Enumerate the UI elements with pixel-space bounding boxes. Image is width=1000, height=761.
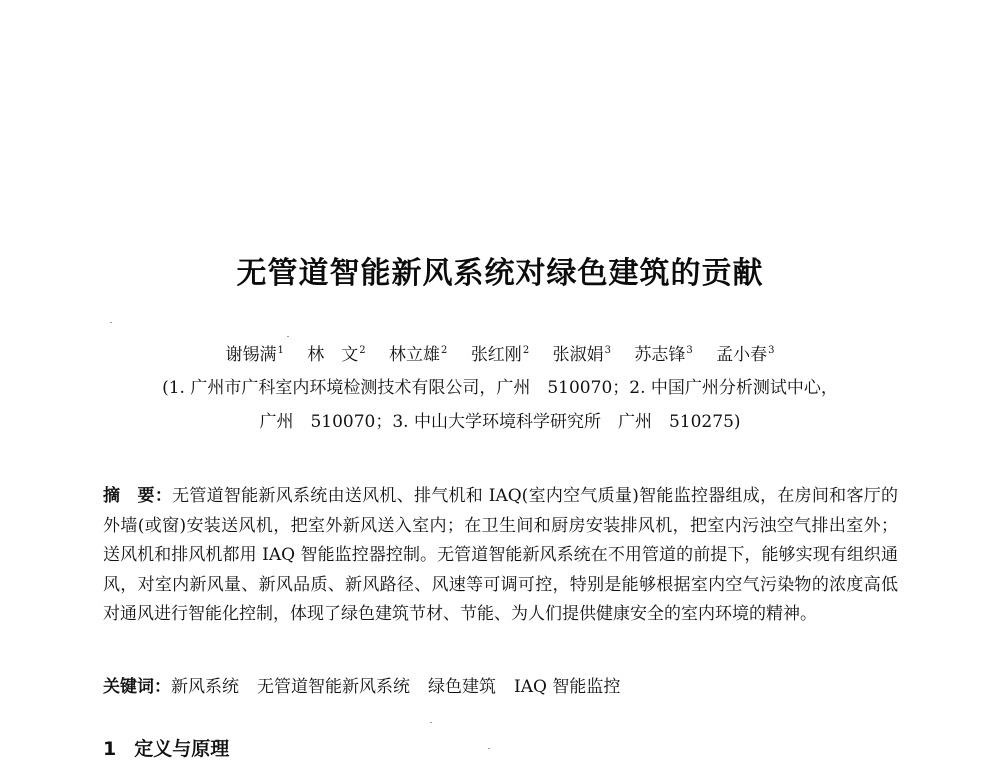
scan-speck [110, 322, 112, 323]
author: 苏志锋$^3$ [634, 345, 693, 365]
keyword: 无管道智能新风系统 [257, 677, 410, 697]
scan-speck [287, 336, 289, 337]
author: 张淑娟$^3$ [552, 345, 611, 365]
author: 林立雄$^2$ [389, 345, 448, 365]
keyword: IAQ 智能监控 [514, 677, 621, 697]
scan-speck [430, 722, 432, 723]
keywords-label: 关键词： [103, 677, 171, 697]
abstract [103, 482, 898, 630]
paper-title: 无管道智能新风系统对绿色建筑的贡献 [236, 256, 764, 291]
keyword: 绿色建筑 [428, 677, 496, 697]
abstract-text: 无管道智能新风系统由送风机、排气机和 IAQ(室内空气质量)智能监控器组成，在房间和客厅的外墙(或窗)安装送风机，把室外新风送入室内；在卫生间和厨房安装排风机，把室内污浊空气排出室外；送风机和排风机都用 IAQ 智能监控器控制。无管道智能新风系统在不用管道的前提下，能够实现有组织通风，对室内新风量、新风品质、新风路径、风速等可调可控，特别是能够根据室内空气污染物的浓度高低对通风进行智能化控制，体现了绿色建筑节材、节能、为人们提供健康安全的室内环境的精神。 [103, 486, 898, 624]
affiliation-line: (1. 广州市广科室内环境检测技术有限公司，广州 510070；2. 中国广州分析测试中心， [162, 378, 838, 398]
section-heading [103, 734, 229, 761]
author: 谢锡满$^1$ [225, 345, 284, 365]
author: 林 文$^2$ [307, 345, 366, 365]
author: 张红刚$^2$ [470, 345, 530, 365]
author-list [0, 340, 1000, 365]
section-number: 1 [103, 738, 117, 760]
keyword: 新风系统 [171, 677, 239, 697]
affiliation-line: 广州 510070；3. 中山大学环境科学研究所 广州 510275) [259, 412, 741, 432]
abstract-label: 摘 要： [103, 486, 173, 506]
scan-speck [488, 748, 490, 749]
keywords [103, 672, 898, 697]
section-title: 定义与原理 [134, 738, 230, 760]
author: 孟小春$^3$ [716, 345, 775, 365]
